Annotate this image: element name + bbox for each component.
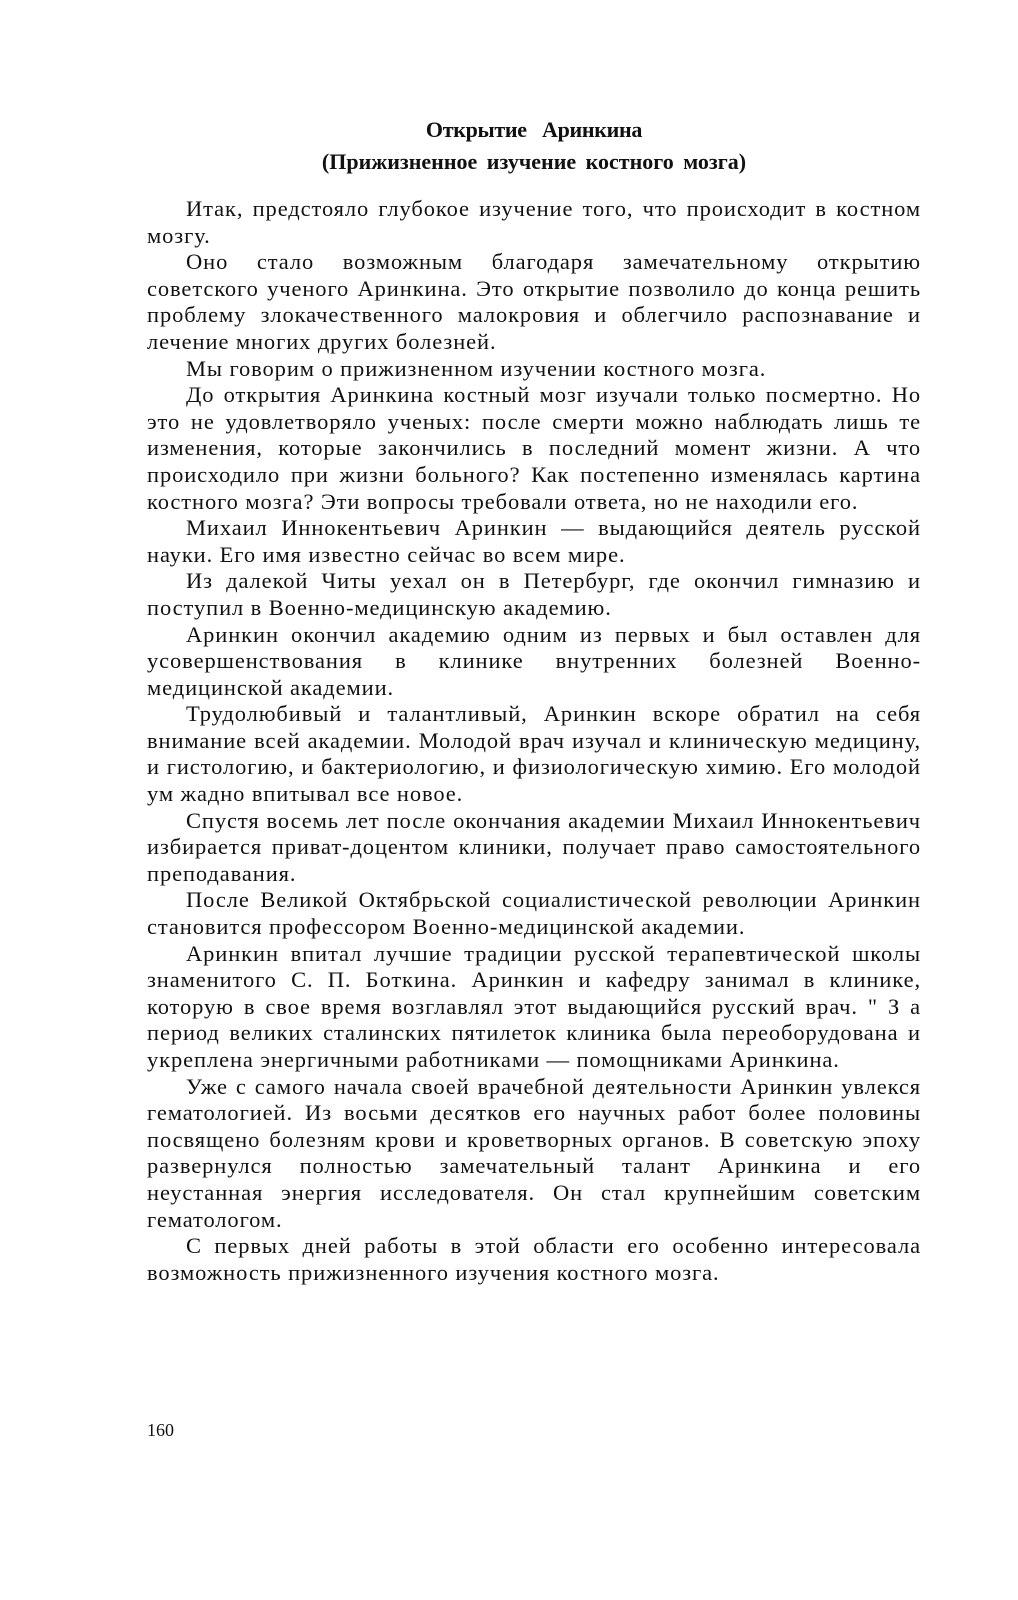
paragraph: Аринкин окончил академию одним из первых и был оставлен для усовершенствования в клинике внутренних болезней Военно-медицинской академии.	[147, 621, 921, 700]
page-number: 160	[147, 1420, 174, 1440]
paragraph: Итак, предстояло глубокое изучение того, что происходит в костном мозгу.	[147, 196, 921, 248]
paragraph: Трудолюбивый и талантливый, Аринкин вскоре обратил на себя внимание всей академии. Молодой врач изучал и клиническую медицину, и гистологию, и бактериологию, и физиологическую химию. Его молодой ум жадно впитывал все новое.	[147, 701, 921, 807]
paragraph: Мы говорим о прижизненном изучении костного мозга.	[186, 355, 767, 381]
paragraph: С первых дней работы в этой области его особенно интересовала возможность прижизненного изучения костного мозга.	[147, 1233, 921, 1285]
paragraph: Уже с самого начала своей врачебной деятельности Аринкин увлекся гематологией. Из восьми десятков его научных работ более половины посвящено болезням крови и кроветворных органов. В советскую эпоху развернулся полностью замечательный талант Аринкина и его неустанная энергия исследователя. Он стал крупнейшим советским гематологом.	[147, 1073, 921, 1232]
paragraph: После Великой Октябрьской социалистической революции Аринкин становится профессором Военно-медицинской академии.	[147, 887, 921, 940]
chapter-subtitle: (Прижизненное изучение костного мозга)	[321, 149, 747, 174]
paragraph: Из далекой Читы уехал он в Петербург, где окончил гимназию и поступил в Военно-медицинскую академию.	[147, 568, 921, 620]
chapter-title: Открытие Аринкина	[425, 117, 643, 142]
body-text	[147, 196, 921, 1286]
paragraph: Михаил Иннокентьевич Аринкин — выдающийся деятель русской науки. Его имя известно сейчас во всем мире.	[147, 515, 921, 567]
paragraph: Аринкин впитал лучшие традиции русской терапевтической школы знаменитого С. П. Боткина. Аринкин и кафедру занимал в клинике, которую в свое время возглавлял этот выдающийся русский врач. " З а период великих сталинских пятилеток клиника была переоборудована и укреплена энергичными работниками — помощниками Аринкина.	[147, 940, 921, 1072]
paragraph: Спустя восемь лет после окончания академии Михаил Иннокентьевич избирается приват-доцентом клиники, получает право самостоятельного преподавания.	[147, 807, 921, 886]
paragraph: До открытия Аринкина костный мозг изучали только посмертно. Но это не удовлетворяло ученых: после смерти можно наблюдать лишь те изменения, которые закончились в последний момент жизни. А что происходило при жизни больного? Как постепенно изменялась картина костного мозга? Эти вопросы требовали ответа, но не находили его.	[147, 382, 921, 514]
paragraph: Оно стало возможным благодаря замечательному открытию советского ученого Аринкина. Это открытие позволило до конца решить проблему злокачественного малокровия и облегчило распознавание и лечение многих других болезней.	[147, 249, 921, 354]
